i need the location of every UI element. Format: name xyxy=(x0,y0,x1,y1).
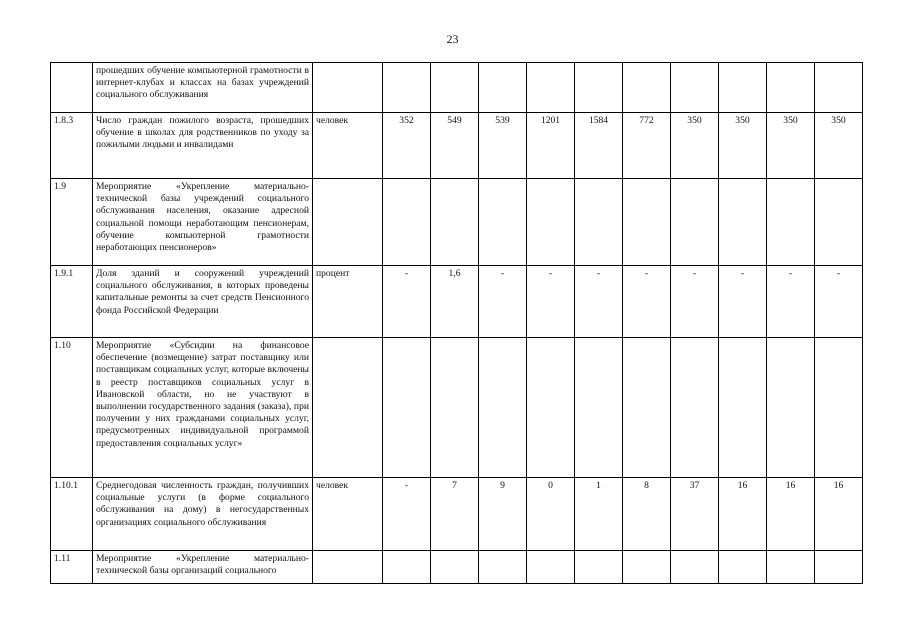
value-cell xyxy=(671,63,719,113)
row-description-cell: Мероприятие «Субсидии на финансовое обеспечение (возмещение) затрат поставщику или поставщикам социальных услуг, которые включены в реестр поставщиков социальных услуг в Ивановской области, но не участвуют в выполнении государственного задания (заказа), при получении у них гражданами социальных услуг, предусмотренных индивидуальной программой предоставления социальных услуг» xyxy=(93,338,313,478)
value-cell xyxy=(815,338,863,478)
value-cell xyxy=(383,551,431,584)
value-cell xyxy=(479,551,527,584)
table-row xyxy=(51,338,863,478)
row-unit-cell: процент xyxy=(313,266,383,338)
value-cell xyxy=(479,179,527,266)
value-cell xyxy=(671,338,719,478)
value-cell xyxy=(719,338,767,478)
value-cell xyxy=(575,338,623,478)
row-number-cell: 1.9.1 xyxy=(51,266,93,338)
value-cell xyxy=(623,63,671,113)
value-cell: 1,6 xyxy=(431,266,479,338)
row-number-cell: 1.11 xyxy=(51,551,93,584)
table-row xyxy=(51,478,863,551)
value-cell xyxy=(575,179,623,266)
value-cell xyxy=(383,179,431,266)
row-description-cell: Мероприятие «Укрепление материально-технической базы организаций социального xyxy=(93,551,313,584)
value-cell xyxy=(767,179,815,266)
value-cell: 350 xyxy=(815,113,863,179)
value-cell xyxy=(431,179,479,266)
value-cell: 539 xyxy=(479,113,527,179)
row-unit-cell: человек xyxy=(313,478,383,551)
row-description-cell: прошедших обучение компьютерной грамотности в интернет-клубах и классах на базах учреждений социального обслуживания xyxy=(93,63,313,113)
value-cell: 350 xyxy=(671,113,719,179)
value-cell: 772 xyxy=(623,113,671,179)
value-cell: - xyxy=(815,266,863,338)
value-cell: 9 xyxy=(479,478,527,551)
value-cell: 1 xyxy=(575,478,623,551)
value-cell: 350 xyxy=(767,113,815,179)
row-unit-cell xyxy=(313,63,383,113)
value-cell xyxy=(527,63,575,113)
value-cell: 549 xyxy=(431,113,479,179)
value-cell: 352 xyxy=(383,113,431,179)
value-cell xyxy=(671,551,719,584)
value-cell: 16 xyxy=(815,478,863,551)
value-cell xyxy=(575,551,623,584)
value-cell xyxy=(671,179,719,266)
value-cell xyxy=(527,179,575,266)
row-unit-cell: человек xyxy=(313,113,383,179)
value-cell xyxy=(527,551,575,584)
value-cell xyxy=(815,179,863,266)
row-description-cell: Среднегодовая численность граждан, получивших социальные услуги (в форме социального обслуживания на дому) в негосударственных организациях социального обслуживания xyxy=(93,478,313,551)
value-cell xyxy=(479,338,527,478)
value-cell xyxy=(527,338,575,478)
value-cell: - xyxy=(383,478,431,551)
value-cell: 1201 xyxy=(527,113,575,179)
value-cell: - xyxy=(623,266,671,338)
value-cell: - xyxy=(719,266,767,338)
value-cell xyxy=(623,551,671,584)
value-cell: 1584 xyxy=(575,113,623,179)
value-cell xyxy=(383,338,431,478)
value-cell xyxy=(719,63,767,113)
row-number-cell: 1.10 xyxy=(51,338,93,478)
value-cell xyxy=(815,63,863,113)
value-cell xyxy=(575,63,623,113)
row-description-cell: Доля зданий и сооружений учреждений социального обслуживания, в которых проведены капитальные ремонты за счет средств Пенсионного фонда Российской Федерации xyxy=(93,266,313,338)
row-description-cell: Число граждан пожилого возраста, прошедших обучение в школах для родственников по уходу за пожилыми людьми и инвалидами xyxy=(93,113,313,179)
table-row xyxy=(51,551,863,584)
indicators-table xyxy=(50,62,863,584)
row-unit-cell xyxy=(313,179,383,266)
row-number-cell: 1.9 xyxy=(51,179,93,266)
value-cell xyxy=(431,63,479,113)
table-row xyxy=(51,113,863,179)
value-cell: 37 xyxy=(671,478,719,551)
value-cell: 7 xyxy=(431,478,479,551)
table-row xyxy=(51,179,863,266)
value-cell: 8 xyxy=(623,478,671,551)
row-description-cell: Мероприятие «Укрепление материально-технической базы учреждений социального обслуживания населения, оказание адресной социальной помощи неработающим пенсионерам, обучение компьютерной грамотности неработающих пенсионеров» xyxy=(93,179,313,266)
value-cell: 16 xyxy=(767,478,815,551)
value-cell xyxy=(767,338,815,478)
value-cell xyxy=(623,338,671,478)
row-unit-cell xyxy=(313,338,383,478)
value-cell: 350 xyxy=(719,113,767,179)
page-number: 23 xyxy=(446,32,459,46)
value-cell: - xyxy=(767,266,815,338)
value-cell: - xyxy=(575,266,623,338)
value-cell: 16 xyxy=(719,478,767,551)
row-number-cell: 1.10.1 xyxy=(51,478,93,551)
value-cell xyxy=(719,179,767,266)
row-number-cell: 1.8.3 xyxy=(51,113,93,179)
value-cell: - xyxy=(383,266,431,338)
table-row xyxy=(51,266,863,338)
value-cell: 0 xyxy=(527,478,575,551)
value-cell xyxy=(383,63,431,113)
table-row xyxy=(51,63,863,113)
value-cell xyxy=(767,63,815,113)
value-cell xyxy=(479,63,527,113)
row-unit-cell xyxy=(313,551,383,584)
row-number-cell xyxy=(51,63,93,113)
value-cell: - xyxy=(479,266,527,338)
value-cell xyxy=(719,551,767,584)
value-cell: - xyxy=(527,266,575,338)
value-cell xyxy=(431,551,479,584)
value-cell: - xyxy=(671,266,719,338)
value-cell xyxy=(767,551,815,584)
value-cell xyxy=(623,179,671,266)
value-cell xyxy=(431,338,479,478)
value-cell xyxy=(815,551,863,584)
